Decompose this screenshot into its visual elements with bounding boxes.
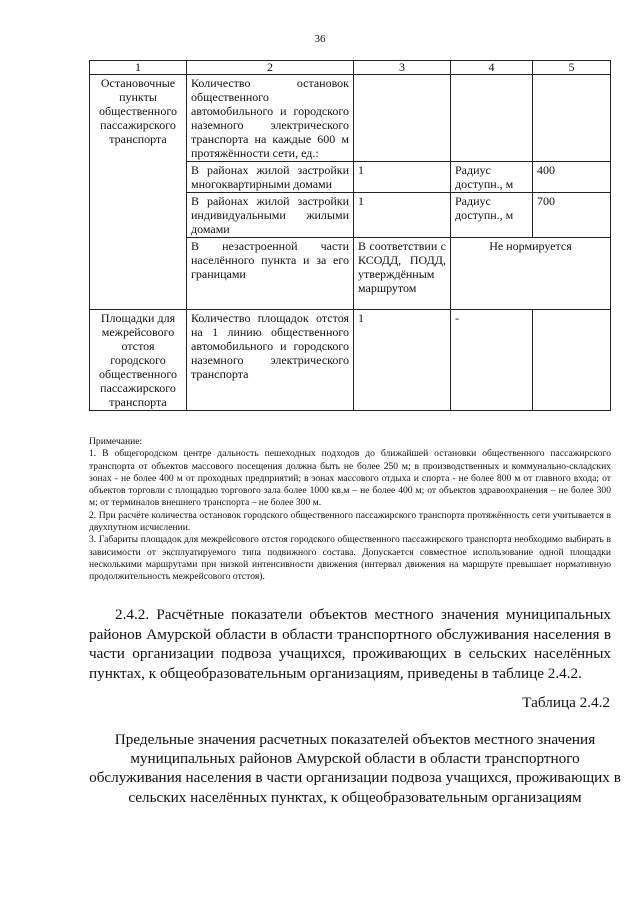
indicator-cell: В районах жилой застройки индивидуальными жилыми домами xyxy=(187,193,354,238)
value-cell xyxy=(533,75,611,162)
unit-cell: В соответствии с КСОДД, ПОДД, утверждённым маршрутом xyxy=(354,238,451,310)
column-header: 4 xyxy=(451,61,533,75)
value-cell: 700 xyxy=(533,193,611,238)
indicator-cell: Количество площадок отстоя на 1 линию общественного автомобильного и городского наземного электрического транспорта xyxy=(187,310,354,411)
indicator-cell: В незастроенной части населённого пункта и за его границами xyxy=(187,238,354,310)
unit-cell: 1 xyxy=(354,162,451,193)
table-label: Таблица 2.4.2 xyxy=(522,694,610,711)
value-cell: 400 xyxy=(533,162,611,193)
merged-value-cell: Не нормируется xyxy=(451,238,611,310)
unit-cell: 1 xyxy=(354,310,451,411)
table-row xyxy=(90,75,611,162)
table-header-row xyxy=(90,61,611,75)
table-row xyxy=(90,310,611,411)
parameter-cell: - xyxy=(451,310,533,411)
indicator-cell: Количество остановок общественного автомобильного и городского наземного электрического транспорта на каждые 600 м протяжённости сети, ед.: xyxy=(187,75,354,162)
column-header: 1 xyxy=(90,61,187,75)
column-header: 3 xyxy=(354,61,451,75)
body-paragraph: 2.4.2. Расчётные показатели объектов местного значения муниципальных районов Амурской области в области транспортного обслуживания населения в части организации подвоза учащихся, проживающих в сельских населённых пунктах, к общеобразовательным организациям, приведены в таблице 2.4.2. xyxy=(89,606,611,682)
column-header: 5 xyxy=(533,61,611,75)
note-item: 3. Габариты площадок для межрейсового отстоя городского общественного пассажирского транспорта необходимо выбирать в зависимости от эксплуатируемого типа подвижного состава. Допускается совместное использование одной площадки несколькими маршрутами при низкой интенсивности движения (интервал движения на маршруте превышает нормативную продолжительность межрейсового отстоя). xyxy=(89,534,611,583)
page-number: 36 xyxy=(314,33,326,45)
parameter-cell: Радиус доступн., м xyxy=(451,193,533,238)
indicator-cell: В районах жилой застройки многоквартирными домами xyxy=(187,162,354,193)
table-title: Предельные значения расчетных показателей объектов местного значения муниципальных районов Амурской области в области транспортного обслуживания населения в части организации подвоза учащихся, проживающих в сельских населённых пунктах, к общеобразовательным организациям xyxy=(89,731,621,806)
parameter-cell: Радиус доступн., м xyxy=(451,162,533,193)
value-cell xyxy=(533,310,611,411)
notes-title: Примечание: xyxy=(89,436,143,447)
norms-table xyxy=(89,60,611,411)
table-notes xyxy=(89,436,611,584)
unit-cell xyxy=(354,75,451,162)
object-type-cell: Площадки для межрейсового отстоя городского общественного пассажирского транспорта xyxy=(90,310,187,411)
unit-cell: 1 xyxy=(354,193,451,238)
note-item: 1. В общегородском центре дальность пешеходных подходов до ближайшей остановки общественного пассажирского транспорта от объектов массового посещения должна быть не более 250 м; в производственных и коммунально-складских зонах - не более 400 м от проходных предприятий; в зонах массового отдыха и спорта - не более 800 м от главного входа; от объектов торговли с площадью торгового зала более 1000 кв.м – не более 400 м; от объектов здравоохранения – не более 300 м; от терминалов внешнего транспорта – не более 300 м. xyxy=(89,448,611,509)
parameter-cell xyxy=(451,75,533,162)
column-header: 2 xyxy=(187,61,354,75)
object-type-cell: Остановочные пункты общественного пассажирского транспорта xyxy=(90,75,187,310)
note-item: 2. При расчёте количества остановок городского общественного пассажирского транспорта протяжённость сети учитывается в двухпутном исчислении. xyxy=(89,509,611,534)
